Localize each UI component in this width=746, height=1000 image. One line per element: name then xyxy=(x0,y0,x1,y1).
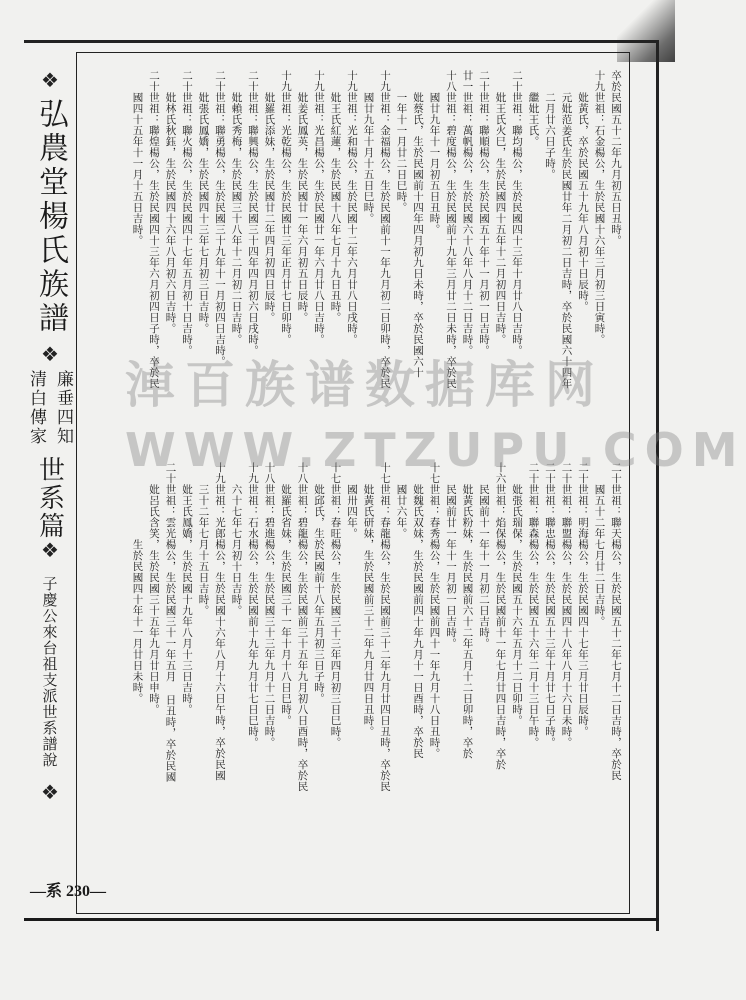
genealogy-column: 十七世祖：春旺楊公，生於民國三十三年四月初三日巳時。 xyxy=(329,462,342,748)
genealogy-column: 十九世祖：石金楊公，生於民國十六年三月初三日寅時。 xyxy=(593,70,606,345)
genealogy-column: 十九世祖：光和楊公，生於民國十二年六月廿八日戌時。 xyxy=(346,70,358,345)
genealogy-column: 二十世祖：聯勇楊公，生於民國三十九年十一月初四日吉時。 xyxy=(214,70,226,367)
genealogy-column: 妣張氏瑞保，生於民國五十六年五月十二日卯時。 xyxy=(511,462,523,726)
genealogy-column: 民國前十一年十一月初二日吉時。 xyxy=(478,462,490,649)
genealogy-column: 二十世祖：聯忠楊公，生於民國五十三年十月廿七日子時。 xyxy=(544,462,556,748)
genealogy-column: 妣黃氏粉妹，生於民國前六十二年五月十二日卯時，卒於 xyxy=(461,462,474,759)
bottom-register xyxy=(80,462,624,902)
genealogy-column: 妣羅氏添妹，生於民國廿二年四月初四日辰時。 xyxy=(263,70,276,323)
diamond-ornament-icon: ❖ xyxy=(41,342,59,366)
genealogy-column: 二十世祖：明海楊公，生於民國四十七年三月廿日辰時。 xyxy=(577,462,589,737)
genealogy-column: 國廿九年十一月初五日丑時。 xyxy=(428,70,441,235)
genealogy-column: 妣王氏鳳嬌，生於民國十九年八月十三日吉時。 xyxy=(181,462,193,715)
genealogy-column: 十九世祖：石水楊公，生於民國前十九年九月廿七日巳時。 xyxy=(247,462,259,748)
genealogy-text xyxy=(80,62,746,914)
genealogy-column: 二十世祖：聯盟楊公，生於民國四十八年八月十六日未時。 xyxy=(560,462,573,748)
genealogy-column: 生於民國四十年十一月廿日未時。 xyxy=(131,462,144,704)
genealogy-column: 廿一世祖：萬帆楊公，生於民國六十八年八月十二日吉時。 xyxy=(461,70,474,356)
genealogy-column: 妣張氏鳳嬌，生於民國四十三年七月初三日吉時。 xyxy=(197,70,210,334)
page-subtitle: 子慶公來台祖支派世系譜說 xyxy=(40,576,59,768)
genealogy-column: 卒於民國五十二年九月初五日丑時。 xyxy=(610,70,622,246)
genealogy-column: 二十世祖：聯森楊公，生於民國五十六年二月十三日午時。 xyxy=(527,462,540,748)
genealogy-column: 二十世祖：雲光楊公，生於民國三十一年五月 日丑時，卒於民國 xyxy=(164,462,177,783)
watermark-chinese: 淖百族谱数据库网 xyxy=(125,356,605,414)
genealogy-column: 元妣范姜氏生於民國廿年二月初二日吉時，卒於民國六十四年 xyxy=(560,70,573,389)
genealogy-column: 國四十五年十一月十五日吉時。 xyxy=(131,70,144,246)
diamond-ornament-icon: ❖ xyxy=(41,68,59,92)
genealogy-column: 十八世祖：碧進楊公，生於民國三十三年九月十二日吉時。 xyxy=(263,462,276,748)
genealogy-column: 十九世祖：光昌楊公，生於民國廿一年六月廿八日吉時。 xyxy=(313,70,325,345)
genealogy-column: 二十世祖：聯天楊公，生於民國五十二年七月十二日吉時，卒於民 xyxy=(610,462,622,781)
genealogy-column: 十七世祖：春秀楊公，生於民國前四十一年九月十八日丑時。 xyxy=(428,462,441,759)
genealogy-column: 國卅四年。 xyxy=(346,462,358,539)
genealogy-column: 妣賴氏秀梅，生於民國三十八年十二月初二日吉時。 xyxy=(230,70,243,345)
genealogy-column: 妣王氏紅蓮，生於民國十八年七月十九日丑時。 xyxy=(329,70,342,323)
genealogy-column: 一年十一月廿二日巳時。 xyxy=(395,70,408,213)
genealogy-column: 二十世祖：聯順楊公，生於民國五十年十一月初一日吉時。 xyxy=(478,70,490,356)
motto-block xyxy=(24,370,76,446)
bottom-rule xyxy=(24,918,659,921)
side-title-column xyxy=(26,68,73,804)
diamond-ornament-icon: ❖ xyxy=(41,538,59,562)
diamond-ornament-icon: ❖ xyxy=(41,780,59,804)
genealogy-column: 國廿九年十月十五日巳時。 xyxy=(362,70,375,224)
genealogy-column: 十六世祖：焰保楊公，生於民國前十一年七月廿四日吉時，卒於 xyxy=(494,462,507,770)
page-number: —系 230— xyxy=(30,883,107,900)
genealogy-column: 妣蔡氏，生於民國前十四年四月初九日未時，卒於民國六十 xyxy=(412,70,424,378)
genealogy-column: 二十世祖：聯火楊公，生於民國四十七年五月初十日吉時。 xyxy=(181,70,193,356)
genealogy-column: 十八世祖：碧度楊公，生於民國前十九年三月廿二日未時，卒於民 xyxy=(445,70,457,389)
genealogy-column: 國廿六年。 xyxy=(395,462,408,539)
section-title: 世系篇 xyxy=(34,456,65,540)
genealogy-column: 妣邱氏，生於民國前十八年五月初三日子時。 xyxy=(313,462,325,704)
genealogy-column: 民國前廿一年十一月初一日吉時。 xyxy=(445,462,457,649)
genealogy-column: 十九世祖：金福楊公，生於民國前十一年九月初二日卯時，卒於民 xyxy=(379,70,391,389)
genealogy-column: 三十二年七月十五日吉時。 xyxy=(197,462,210,616)
genealogy-column: 十七世祖：春龍楊公，生於民國前三十二年九月廿四日丑時，卒於民 xyxy=(379,462,391,792)
genealogy-column: 二十世祖：聯煌楊公，生於民國四十三年六月初四日子時，卒於民 xyxy=(148,70,160,389)
genealogy-column: 妣王氏火巳，生於民國四十五年十二月初四日吉時。 xyxy=(494,70,507,345)
genealogy-column: 十九世祖：光郎楊公，生於民國十六年八月十六日午時，卒於民國 xyxy=(214,462,226,781)
genealogy-column: 國五十二年七月廿二日吉時。 xyxy=(593,462,606,627)
genealogy-column: 十九世祖：光乾楊公，生於民國廿三年正月廿七日卯時。 xyxy=(280,70,292,345)
motto-left: 清白傳家 xyxy=(26,370,46,446)
genealogy-column: 妣魏氏双妹，生於民國前四十年九月十一日酉時，卒於民 xyxy=(412,462,424,759)
genealogy-column: 二十世祖：聯興楊公，生於民國三十四年四月初六日戌時。 xyxy=(247,70,259,356)
top-register xyxy=(80,70,624,450)
genealogy-column: 妣姜氏鳳英，生於民國廿一年六月初五日辰時。 xyxy=(296,70,309,323)
genealogy-column: 二月廿六日子時。 xyxy=(544,70,556,180)
genealogy-column: 妣黃氏，卒於民國五十九年八月初十日辰時。 xyxy=(577,70,589,312)
genealogy-column: 繼妣王氏。 xyxy=(527,70,540,147)
genealogy-column: 妣林氏秋鈺，生於民國四十六年八月初六日吉時。 xyxy=(164,70,177,334)
genealogy-column: 十八世祖：碧龍楊公，生於民國前三十五年九月初八日酉時，卒於民 xyxy=(296,462,309,792)
genealogy-column: 妣呂氏含笑，生於民國三十五年九月廿日申時。 xyxy=(148,462,160,715)
genealogy-column: 六十七年七月初十日吉時。 xyxy=(230,462,243,616)
genealogy-column: 妣黃氏研妹，生於民國前三十二年九月廿四日丑時。 xyxy=(362,462,375,737)
motto-right: 廉垂四知 xyxy=(53,370,73,446)
genealogy-column: 二十世祖：聯均楊公，生於民國四十三年十月廿八日吉時。 xyxy=(511,70,523,356)
clan-title: 弘農堂楊氏族譜 xyxy=(33,98,68,336)
genealogy-column: 妣羅氏省妹，生於民國三十一年十月十八日巳時。 xyxy=(280,462,292,726)
watermark-url: WWW.ZTZUPU.COM xyxy=(125,423,746,477)
